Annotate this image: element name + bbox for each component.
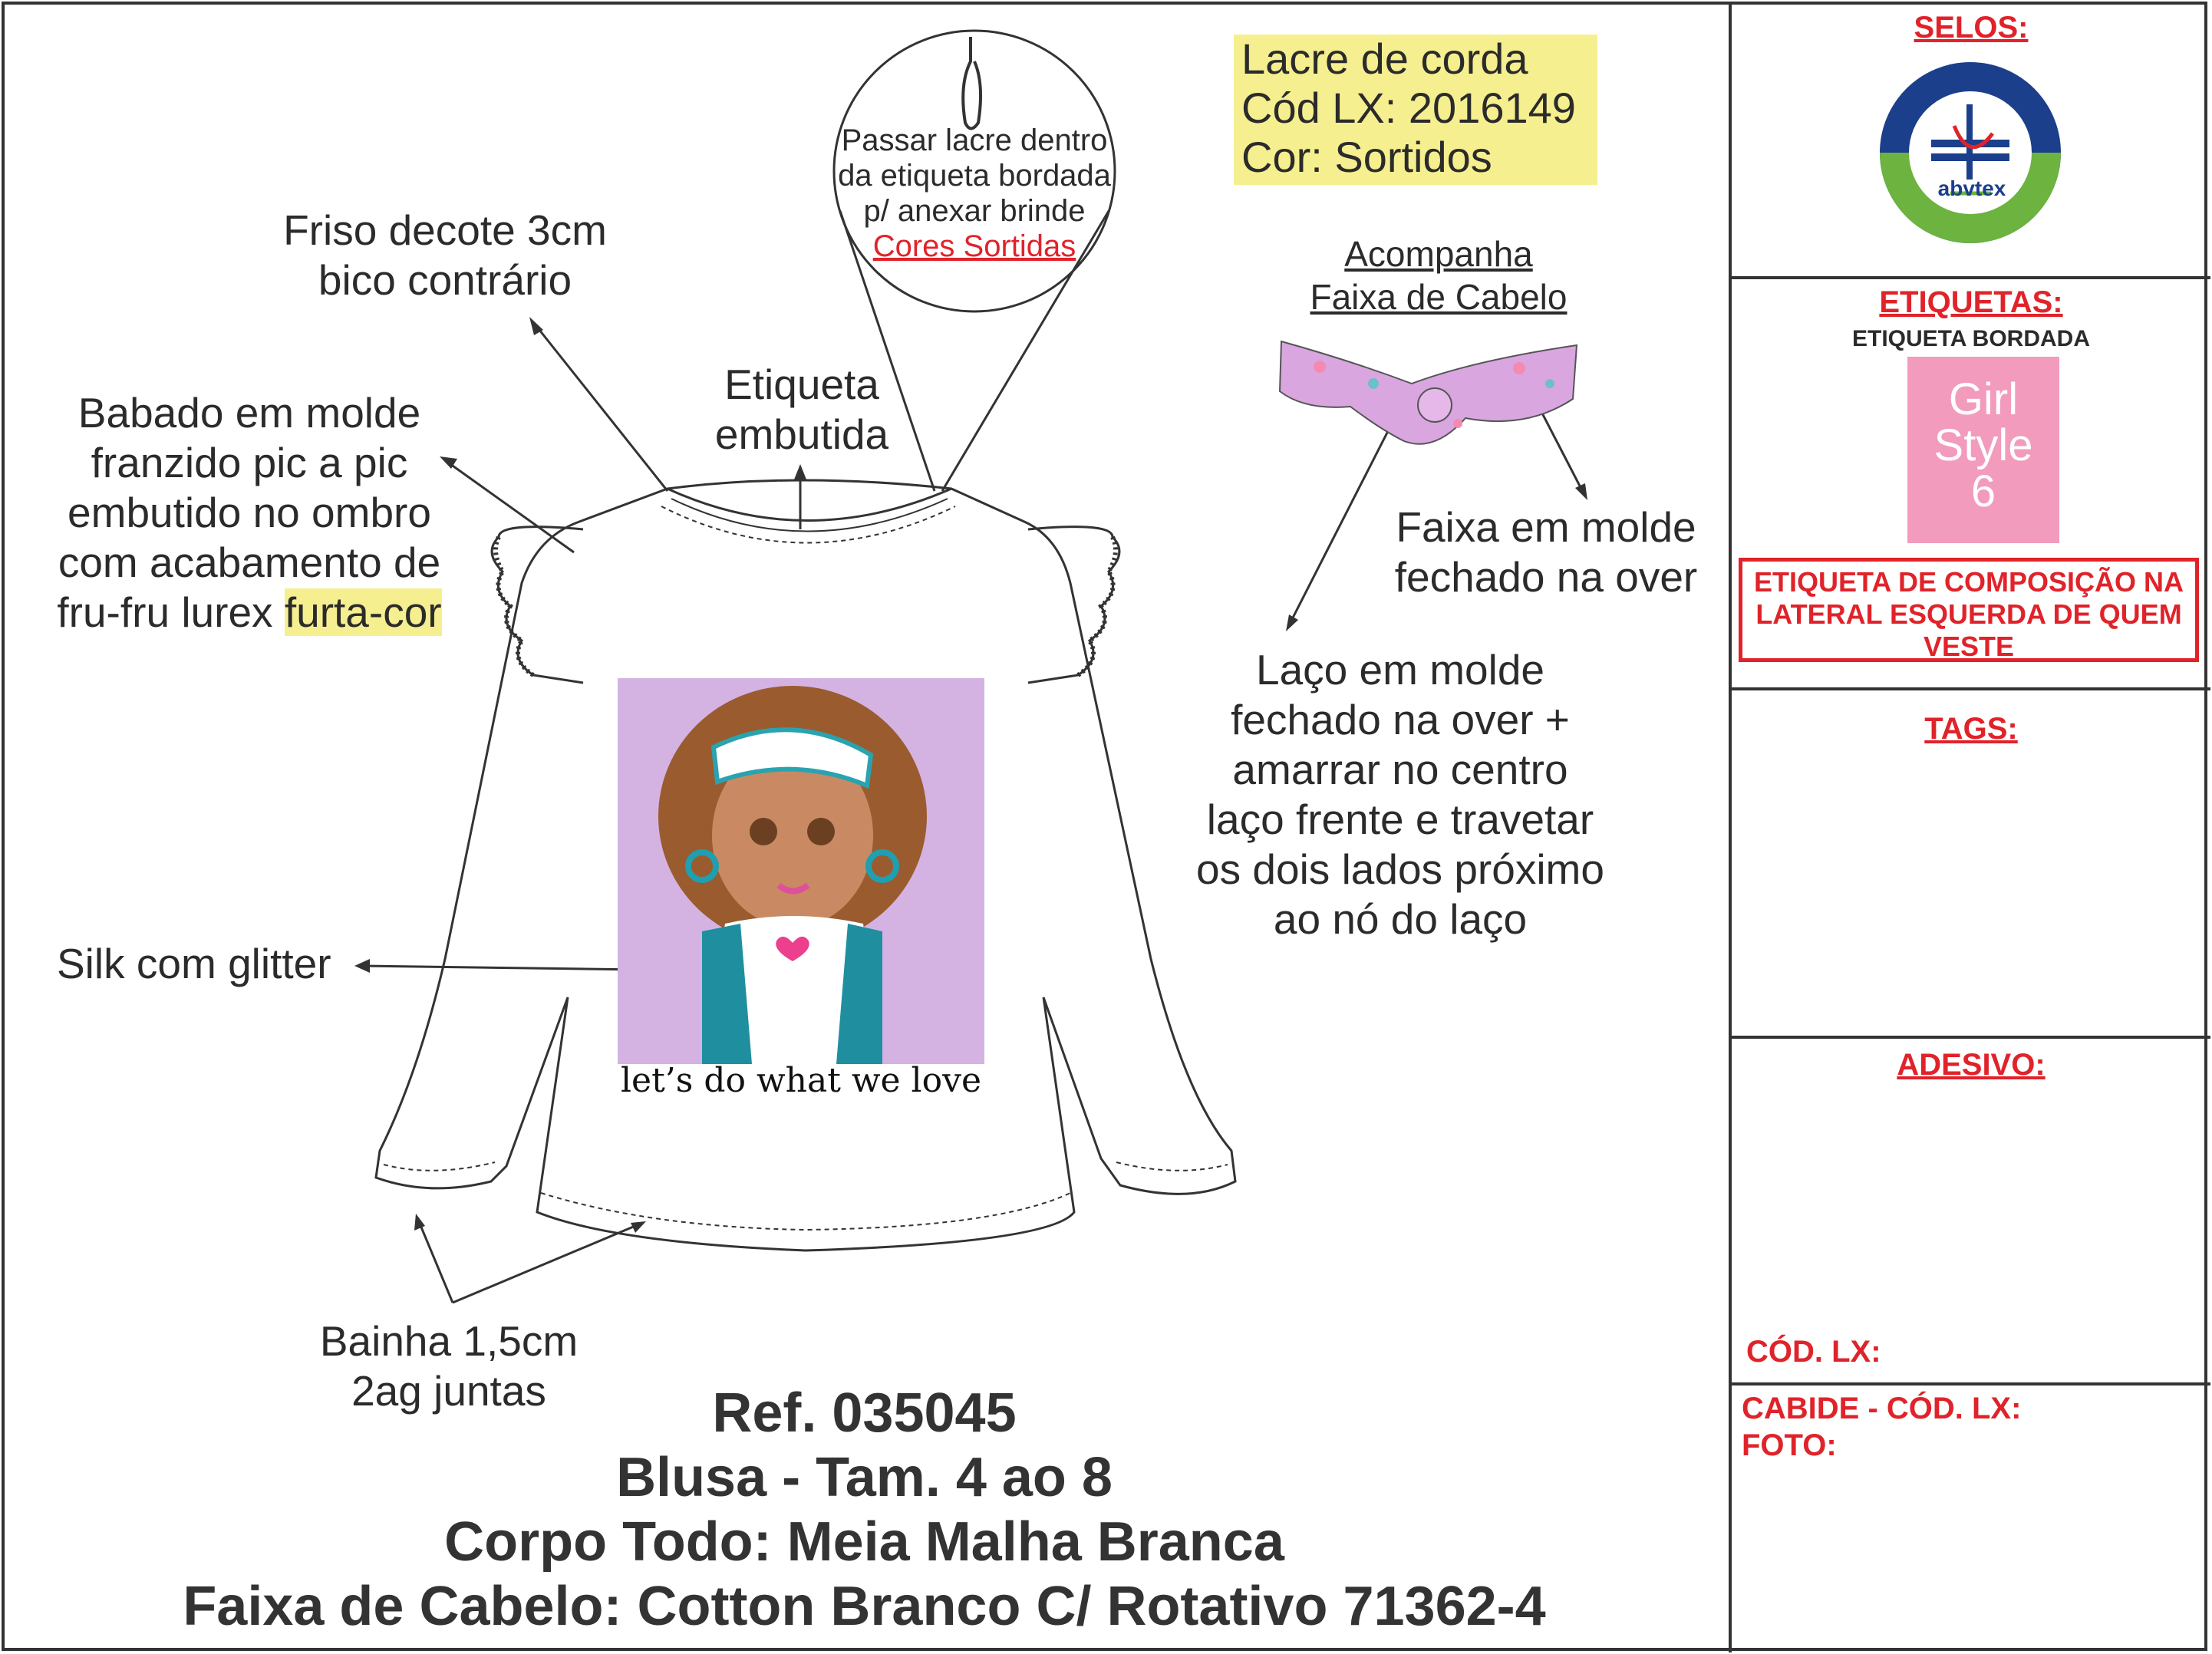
cores-sortidas-label: Cores Sortidas bbox=[872, 229, 1076, 263]
print-slogan: let’s do what we love bbox=[620, 1061, 982, 1100]
cabide-foto: FOTO: bbox=[1742, 1428, 1837, 1462]
headband-drawing bbox=[1280, 341, 1577, 444]
ruffle-right-edge bbox=[1078, 537, 1116, 675]
sidebar-separator-2 bbox=[1729, 687, 2210, 690]
abvtex-brand: abvtex bbox=[1937, 176, 2006, 200]
selos-title: SELOS: bbox=[1914, 11, 2029, 44]
sidebar-separator-1 bbox=[1729, 276, 2210, 279]
adesivo-title: ADESIVO: bbox=[1897, 1048, 2046, 1082]
girl-illustration bbox=[618, 678, 984, 1064]
note-lacre-instrucao: Passar lacre dentro da etiqueta bordada p/ anexar brinde Cores Sortidas bbox=[832, 123, 1116, 264]
note-friso: Friso decote 3cm bico contrário bbox=[283, 206, 607, 304]
note-silk: Silk com glitter bbox=[57, 940, 331, 987]
note-babado: Babado em molde franzido pic a pic embutido no ombro com acabamento de fru-fru lurex furta-cor bbox=[57, 389, 442, 636]
adesivo-cod-lx: CÓD. LX: bbox=[1746, 1335, 1881, 1369]
tags-title: TAGS: bbox=[1924, 712, 2018, 746]
sidebar-separator-4 bbox=[1729, 1382, 2210, 1385]
ruffle-left-edge bbox=[496, 537, 533, 675]
furta-cor-highlight: furta-cor bbox=[284, 588, 442, 636]
sidebar-divider bbox=[1729, 2, 1732, 1652]
note-acompanha: Acompanha Faixa de Cabelo bbox=[1310, 234, 1568, 317]
abvtex-seal bbox=[1877, 57, 2063, 249]
lacre-cord bbox=[963, 37, 981, 129]
girl-style-label: Girl Style 6 bbox=[1907, 357, 2059, 543]
cuff-right-stitch bbox=[1116, 1162, 1228, 1171]
note-laco: Laço em molde fechado na over + amarrar no centro laço frente e travetar os dois lados próximo ao nó do laço bbox=[1196, 646, 1604, 943]
composicao-box: ETIQUETA DE COMPOSIÇÃO NA LATERAL ESQUERDA DE QUEM VESTE bbox=[1739, 558, 2199, 662]
etiqueta-bordada-label: ETIQUETA BORDADA bbox=[1852, 326, 2090, 351]
sidebar-separator-3 bbox=[1729, 1036, 2210, 1039]
product-title: Ref. 035045 Blusa - Tam. 4 ao 8 Corpo Todo: Meia Malha Branca Faixa de Cabelo: Cotton Branco C/ Rotativo 71362-4 bbox=[183, 1382, 1546, 1637]
etiquetas-title: ETIQUETAS: bbox=[1879, 285, 2063, 319]
hem-stitch bbox=[541, 1193, 1070, 1230]
note-faixa: Faixa em molde fechado na over bbox=[1394, 503, 1698, 601]
print-artwork bbox=[618, 678, 984, 1064]
note-etiqueta-embutida: Etiqueta embutida bbox=[714, 361, 889, 458]
lacre-box: Lacre de corda Cód LX: 2016149 Cor: Sortidos bbox=[1234, 35, 1597, 185]
collar-stitch bbox=[661, 506, 955, 543]
collar-outer bbox=[668, 489, 951, 521]
cuff-left-stitch bbox=[384, 1162, 495, 1171]
collar-inner bbox=[671, 499, 948, 532]
note-bainha: Bainha 1,5cm 2ag juntas bbox=[319, 1317, 579, 1415]
cabide-cod-lx: CABIDE - CÓD. LX: bbox=[1742, 1392, 2022, 1425]
